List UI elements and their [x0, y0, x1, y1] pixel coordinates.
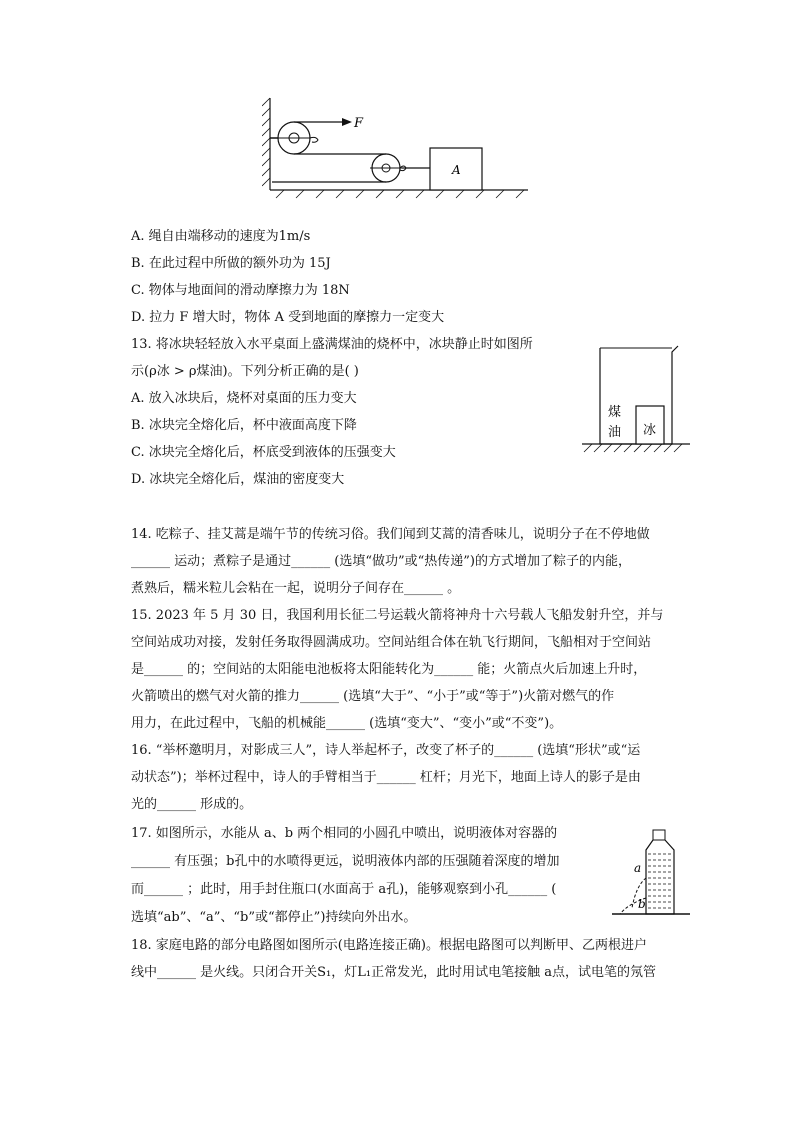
- q13-stem-line1: 13. 将冰块轻轻放入水平桌面上盛满煤油的烧杯中，冰块静止时如图所: [131, 337, 533, 352]
- q13-option-a: A. 放入冰块后，烧杯对桌面的压力变大: [131, 391, 357, 406]
- q15-line2: 空间站成功对接，发射任务取得圆满成功。空间站组合体在轨飞行期间，飞船相对于空间站: [131, 635, 652, 650]
- q13-option-d: D. 冰块完全熔化后，煤油的密度变大: [131, 472, 345, 487]
- force-label: F: [354, 116, 364, 131]
- q13-stem-line2: 示(ρ冰 > ρ煤油)。下列分析正确的是( ): [131, 364, 359, 379]
- q16-line2: 动状态”)；举杯过程中，诗人的手臂相当于______ 杠杆；月光下，地面上诗人的影子是由: [131, 770, 641, 785]
- q15-line3: 是______ 的；空间站的太阳能电池板将太阳能转化为______ 能；火箭点火后加速上升时，: [131, 662, 647, 677]
- q14-line3: 煮熟后，糯米粒儿会粘在一起，说明分子间存在______ 。: [131, 581, 461, 596]
- q17-line3: 而______ ；此时，用手封住瓶口(水面高于 a孔)，能够观察到小孔______ (: [131, 882, 557, 897]
- ice-label: 冰: [643, 423, 657, 438]
- q17-line4: 选填“ab”、“a”、“b”或“都停止”)持续向外出水。: [131, 910, 417, 925]
- q17-line1: 17. 如图所示，水能从 a、b 两个相同的小圆孔中喷出，说明液体对容器的: [131, 826, 558, 841]
- oil-label-1: 煤: [608, 405, 622, 420]
- q12-option-b: B. 在此过程中所做的额外功为 15J: [131, 256, 331, 271]
- hole-b-label: b: [638, 897, 646, 911]
- q13-option-b: B. 冰块完全熔化后，杯中液面高度下降: [131, 418, 357, 433]
- pulley-figure: [262, 96, 532, 200]
- block-label: A: [452, 163, 461, 177]
- q15-line5: 用力，在此过程中，飞船的机械能______ (选填“变大”、“变小”或“不变”)。: [131, 716, 563, 731]
- q12-option-a: A. 绳自由端移动的速度为1m/s: [131, 229, 311, 244]
- q18-line1: 18. 家庭电路的部分电路图如图所示(电路连接正确)。根据电路图可以判断甲、乙两根进户: [131, 938, 647, 953]
- beaker-figure: [580, 344, 692, 456]
- q14-line2: ______ 运动；煮粽子是通过______ (选填“做功”或“热传递”)的方式增加了粽子的内能，: [131, 554, 631, 569]
- q12-option-c: C. 物体与地面间的滑动摩擦力为 18N: [131, 283, 350, 298]
- q13-option-c: C. 冰块完全熔化后，杯底受到液体的压强变大: [131, 445, 396, 460]
- q17-line2: ______ 有压强；b孔中的水喷得更远，说明液体内部的压强随着深度的增加: [131, 854, 560, 869]
- bottle-figure: [608, 828, 692, 920]
- hole-a-label: a: [634, 861, 642, 875]
- q15-line1: 15. 2023 年 5 月 30 日，我国利用长征二号运载火箭将神舟十六号载人飞船发射升空，并与: [131, 608, 664, 623]
- q16-line1: 16. “举杯邀明月，对影成三人”，诗人举起杯子，改变了杯子的______ (选填“形状”或“运: [131, 743, 641, 758]
- q12-option-d: D. 拉力 F 增大时，物体 A 受到地面的摩擦力一定变大: [131, 310, 445, 325]
- q16-line3: 光的______ 形成的。: [131, 797, 253, 812]
- q18-line2: 线中______ 是火线。只闭合开关S₁，灯L₁正常发光，此时用试电笔接触 a点，试电笔的氖管: [131, 965, 656, 980]
- q14-line1: 14. 吃粽子、挂艾蒿是端午节的传统习俗。我们闻到艾蒿的清香味儿，说明分子在不停地做: [131, 527, 650, 542]
- q15-line4: 火箭喷出的燃气对火箭的推力______ (选填“大于”、“小于”或“等于”)火箭对燃气的作: [131, 689, 615, 704]
- oil-label-2: 油: [608, 425, 622, 440]
